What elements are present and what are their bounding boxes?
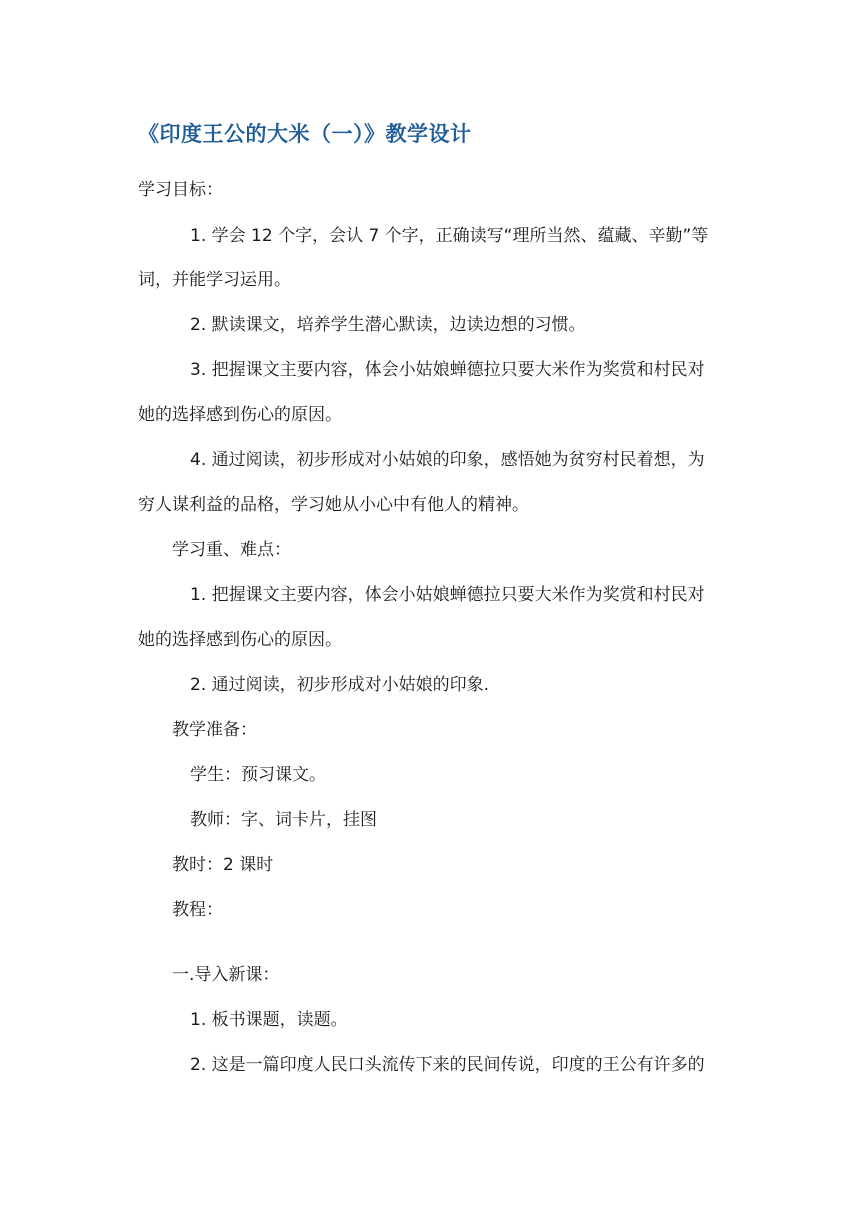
paragraph-line: 她的选择感到伤心的原因。	[138, 630, 342, 650]
section-heading-preparation: 教学准备：	[172, 720, 257, 740]
paragraph-line: 她的选择感到伤心的原因。	[138, 405, 342, 425]
paragraph-line: 教时：2 课时	[172, 855, 274, 875]
paragraph-line: 学生：预习课文。	[190, 765, 326, 785]
paragraph-line: 2. 默读课文，培养学生潜心默读，边读边想的习惯。	[190, 315, 586, 335]
paragraph-line: 1. 学会 12 个字，会认 7 个字，正确读写“理所当然、蕴藏、辛勤”等	[190, 226, 709, 246]
section-heading-key-points: 学习重、难点：	[172, 540, 291, 560]
paragraph-line: 4. 通过阅读，初步形成对小姑娘的印象，感悟她为贫穷村民着想，为	[190, 450, 705, 470]
paragraph-line: 词，并能学习运用。	[138, 270, 291, 290]
paragraph-line: 1. 板书课题，读题。	[190, 1010, 348, 1030]
section-heading-intro: 一.导入新课：	[172, 965, 280, 985]
paragraph-line: 穷人谋利益的品格，学习她从小心中有他人的精神。	[138, 495, 529, 515]
paragraph-line: 3. 把握课文主要内容，体会小姑娘蝉德拉只要大米作为奖赏和村民对	[190, 360, 705, 380]
document-title: 《印度王公的大米（一）》教学设计	[138, 122, 472, 146]
section-heading-procedure: 教程：	[172, 900, 223, 920]
paragraph-line: 1. 把握课文主要内容，体会小姑娘蝉德拉只要大米作为奖赏和村民对	[190, 585, 705, 605]
section-heading-objectives: 学习目标：	[138, 180, 223, 200]
paragraph-line: 2. 这是一篇印度人民口头流传下来的民间传说，印度的王公有许多的	[190, 1055, 705, 1075]
paragraph-line: 2. 通过阅读，初步形成对小姑娘的印象.	[190, 675, 490, 695]
paragraph-line: 教师：字、词卡片，挂图	[190, 810, 377, 830]
